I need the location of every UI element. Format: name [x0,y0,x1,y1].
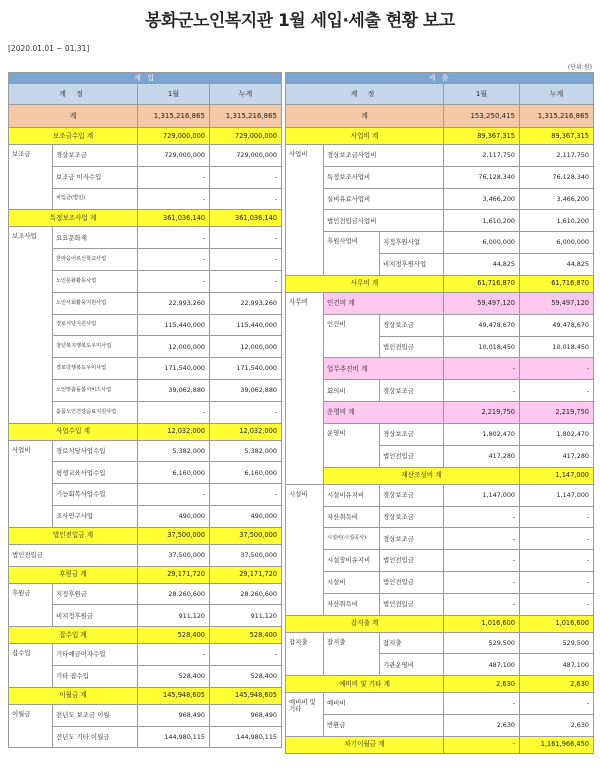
income-total-cum: 1,315,216,865 [210,105,282,128]
subtotal-jan: 2,219,750 [444,402,520,424]
subcategory-label: 운영비 [324,424,380,468]
category-label: 사업비 [286,145,324,276]
table-row [9,440,282,462]
item-label: 요요문화제 [53,227,138,249]
subcategory-label: 자산취득비 [324,593,380,615]
subtotal-jan: - [444,358,520,380]
item-jan: 3,466,200 [444,188,520,210]
subtotal-label: 보조금수입 계 [9,128,138,145]
category-label: 예비비 및기타 [286,693,324,737]
item-jan: 6,000,000 [444,232,520,254]
table-row [286,232,594,254]
item-jan: 6,160,000 [138,462,210,484]
item-cum: 22,993,260 [210,292,282,314]
item-cum: 2,630 [520,714,594,736]
item-cum: 12,000,000 [210,336,282,358]
table-row [9,227,282,249]
item-jan: 911,120 [138,605,210,627]
subtotal-cum: 145,948,605 [210,687,282,704]
item-jan: 487,100 [444,654,520,676]
subcategory-label: 인건비 [324,314,380,358]
item-jan: 529,500 [444,632,520,654]
item-cum: 2,117,750 [520,145,594,167]
subtotal-cum: 59,497,120 [520,292,594,314]
item-label: 특정보조사업비 [324,166,444,188]
subtotal-cum: 2,630 [520,676,594,693]
table-row [286,593,594,615]
item-cum: - [520,571,594,593]
subtotal-cum: 1,161,966,450 [520,736,594,753]
item-jan: - [444,693,520,715]
item-label: 법인전입금 [380,445,444,467]
item-jan: 968,490 [138,704,210,726]
table-row [9,544,282,566]
item-label: 경상보조금 [380,506,444,528]
item-jan: 2,117,750 [444,145,520,167]
item-cum: 144,980,115 [210,726,282,748]
item-label: 경로당행복도우미사업 [53,358,138,380]
table-row [286,166,594,188]
item-jan: 10,018,450 [444,336,520,358]
item-cum: 1,610,200 [520,210,594,232]
item-jan: 49,478,670 [444,314,520,336]
subtotal-jan: 29,171,720 [138,566,210,583]
item-label: 경상보조금 [380,528,444,550]
item-jan: 144,980,115 [138,726,210,748]
item-cum: 968,490 [210,704,282,726]
table-row [286,188,594,210]
table-row [9,583,282,605]
subcategory-label: 잡지출 [324,632,380,676]
subtotal-label: 특정보조사업 계 [9,210,138,227]
item-label: 노인맞춤돌봄서비스사업 [53,379,138,401]
item-label: 경상보조금 [380,424,444,446]
item-jan: 76,128,340 [444,166,520,188]
item-jan: - [138,401,210,423]
subtotal-cum: 12,032,000 [210,423,282,440]
item-jan: 37,500,000 [138,544,210,566]
item-label: 전년도 보조금 이월 [53,704,138,726]
subcategory-label: 시설비유지비 [324,484,380,506]
item-label: 경상보조금 [380,380,444,402]
table-row [286,714,594,736]
item-label: 실비유료사업비 [324,188,444,210]
subtotal-label: 차기이월금 계 [286,736,444,753]
item-label: 기타예금이자수입 [53,644,138,666]
item-cum: - [210,166,282,188]
subtotal-label: 예비비 및 기타 계 [286,676,444,693]
item-cum: 1,147,000 [520,484,594,506]
item-cum: 729,000,000 [210,145,282,167]
expense-total-cum: 1,315,216,865 [520,105,594,128]
income-table [8,72,282,748]
item-cum: 28,260,600 [210,583,282,605]
table-row [286,506,594,528]
item-cum: 529,500 [520,632,594,654]
item-label: 보조금 이자수입 [53,166,138,188]
item-cum: - [210,227,282,249]
table-row [9,644,282,666]
subtotal-cum: 1,016,600 [520,615,594,632]
item-jan: 490,000 [138,505,210,527]
item-jan: - [444,528,520,550]
item-label: 기능회복사업수입 [53,484,138,506]
item-cum: 37,500,000 [210,544,282,566]
item-label: 법인전입금 [380,336,444,358]
item-label: 법인전입금 [380,550,444,572]
item-jan: 729,000,000 [138,145,210,167]
item-label: 지정후원사업 [380,232,444,254]
item-cum: - [520,550,594,572]
page-title: 봉화군노인복지관 1월 세입·세출 현황 보고 [145,11,455,31]
report-period: [2020.01.01 ~ 01.31] [8,44,90,53]
item-jan: 44,825 [444,253,520,275]
item-cum: 490,000 [210,505,282,527]
item-label: 경상보조금 [380,484,444,506]
item-cum: 10,018,450 [520,336,594,358]
item-cum: - [210,644,282,666]
item-cum: - [520,693,594,715]
item-cum: - [210,401,282,423]
item-cum: - [520,380,594,402]
expense-total-jan: 153,250,415 [444,105,520,128]
item-label: 기관운영비 [380,654,444,676]
item-jan: 1,610,200 [444,210,520,232]
subcategory-label: 시설비 [324,571,380,593]
expense-table [285,72,594,754]
item-cum: - [210,249,282,271]
table-row [286,380,594,402]
subtotal-label: 이월금 계 [9,687,138,704]
item-cum: 44,825 [520,253,594,275]
subtotal-cum: 729,000,000 [210,128,282,145]
item-label: 법인전입금사업비 [324,210,444,232]
item-jan: - [138,227,210,249]
item-jan: 528,400 [138,665,210,687]
item-label: 법인전입금 [380,593,444,615]
category-label: 보조금 [9,145,53,210]
subtotal-jan: 1,147,000 [520,467,594,484]
income-col-jan: 1월 [138,84,210,105]
subtotal-label: 인건비 계 [324,292,444,314]
expense-section-title: 세 출 [286,73,594,84]
item-jan: - [444,571,520,593]
income-total-jan: 1,315,216,865 [138,105,210,128]
item-cum: 911,120 [210,605,282,627]
item-cum: 49,478,670 [520,314,594,336]
item-cum: - [520,528,594,550]
subcategory-label: 시설비(시설공사) [324,528,380,550]
expense-col-account: 계 정 [286,84,444,105]
table-row [286,424,594,446]
subtotal-cum: 89,367,315 [520,128,594,145]
subtotal-label: 사무비 계 [286,275,444,292]
item-jan: 1,147,000 [444,484,520,506]
category-label: 이월금 [9,704,53,748]
item-jan: - [138,166,210,188]
subtotal-cum: 528,400 [210,627,282,644]
item-label: 청년복지행복도우미사업 [53,336,138,358]
item-label: 경상보조금 [380,314,444,336]
item-cum: 417,280 [520,445,594,467]
subtotal-jan: - [444,736,520,753]
income-col-account: 계 정 [9,84,138,105]
table-row [286,632,594,654]
subcategory-label: 시설장비유지비 [324,550,380,572]
item-jan: 171,540,000 [138,358,210,380]
category-label: 사업비 [9,440,53,527]
subcategory-label: 회의비 [324,380,380,402]
subtotal-cum: 37,500,000 [210,527,282,544]
item-cum: - [520,593,594,615]
table-row [286,314,594,336]
subtotal-label: 잡지출 계 [286,615,444,632]
item-label: 평생교육사업수입 [53,462,138,484]
item-label: 법인전입금 [380,571,444,593]
item-label: 예비비 [324,693,444,715]
subtotal-cum: - [520,358,594,380]
subtotal-jan: 528,400 [138,627,210,644]
item-cum: 3,466,200 [520,188,594,210]
item-label: 노인사회활동지원사업 [53,292,138,314]
item-label: 지정후원금 [53,583,138,605]
category-label: 시설비 [286,484,324,615]
table-row [9,704,282,726]
item-cum: 5,382,000 [210,440,282,462]
item-label: 비지정후원사업 [380,253,444,275]
item-jan: - [138,249,210,271]
item-jan: - [138,270,210,292]
item-jan: 39,062,880 [138,379,210,401]
category-label: 잡수입 [9,644,53,688]
table-row [286,145,594,167]
subtotal-jan: 37,500,000 [138,527,210,544]
item-label: 법인전입금 [9,544,138,566]
item-jan: - [444,506,520,528]
item-label: 기타 잡수입 [53,665,138,687]
category-label: 보조사업 [9,227,53,423]
item-label: 전년도 기타 이월금 [53,726,138,748]
subtotal-jan: 145,948,605 [138,687,210,704]
item-jan: - [138,484,210,506]
item-label: 한마음어르신학교사업 [53,249,138,271]
subtotal-cum: 29,171,720 [210,566,282,583]
category-label: 사무비 [286,292,324,484]
item-label: 경로식당지원사업 [53,314,138,336]
subtotal-cum: 361,036,140 [210,210,282,227]
item-cum: 528,400 [210,665,282,687]
item-cum: - [210,484,282,506]
item-cum: 6,000,000 [520,232,594,254]
item-cum: - [210,270,282,292]
item-label: 조사연구사업 [53,505,138,527]
subtotal-jan: 12,032,000 [138,423,210,440]
item-label: 경상보조금 [53,145,138,167]
subtotal-label: 사업수입 계 [9,423,138,440]
subtotal-jan: 89,367,315 [444,128,520,145]
item-label: 경상보조금사업비 [324,145,444,167]
subtotal-label: 운영비 계 [324,402,444,424]
item-cum: - [210,188,282,210]
item-cum: 76,128,340 [520,166,594,188]
table-row [286,550,594,572]
table-row [286,571,594,593]
item-jan: 28,260,600 [138,583,210,605]
subtotal-label: 업무추진비 계 [324,358,444,380]
income-col-cum: 누계 [210,84,282,105]
item-cum: 6,160,000 [210,462,282,484]
item-jan: 22,993,260 [138,292,210,314]
subtotal-label: 후원금 계 [9,566,138,583]
subtotal-cum: 2,219,750 [520,402,594,424]
item-jan: 5,382,000 [138,440,210,462]
subtotal-label: 잡수입 계 [9,627,138,644]
item-jan: 12,000,000 [138,336,210,358]
item-jan: 1,802,470 [444,424,520,446]
expense-col-jan: 1월 [444,84,520,105]
item-jan: 115,440,000 [138,314,210,336]
table-row [286,210,594,232]
category-label: 잡지출 [286,632,324,676]
table-row [9,145,282,167]
unit-label: (단위:원) [567,64,592,71]
income-section-title: 세 입 [9,73,282,84]
subtotal-jan: 59,497,120 [444,292,520,314]
item-cum: 487,100 [520,654,594,676]
income-total-label: 계 [9,105,138,128]
subtotal-jan: 361,036,140 [138,210,210,227]
table-row [286,484,594,506]
item-label: 경로식당사업수입 [53,440,138,462]
subtotal-label: 법인전입금 계 [9,527,138,544]
item-jan: - [138,644,210,666]
item-jan: - [444,593,520,615]
item-cum: 1,802,470 [520,424,594,446]
item-jan: - [444,550,520,572]
subtotal-cum: 61,716,870 [520,275,594,292]
item-cum: 39,062,880 [210,379,282,401]
subtotal-label: 재산조성비 계 [324,467,520,484]
subcategory-label: 자산취득비 [324,506,380,528]
table-row [286,693,594,715]
item-jan: 2,630 [444,714,520,736]
subtotal-jan: 729,000,000 [138,128,210,145]
item-label: 노인문화활동사업 [53,270,138,292]
item-cum: 115,440,000 [210,314,282,336]
item-cum: 171,540,000 [210,358,282,380]
item-jan: 417,280 [444,445,520,467]
item-label: 홀몸노인건강음료지원사업 [53,401,138,423]
category-label: 후원금 [9,583,53,627]
subtotal-label: 사업비 계 [286,128,444,145]
subtotal-jan: 2,630 [444,676,520,693]
subtotal-jan: 61,716,870 [444,275,520,292]
item-label: 비지정후원금 [53,605,138,627]
expense-total-label: 계 [286,105,444,128]
item-label: 반환금 [324,714,444,736]
item-cum: - [520,506,594,528]
expense-col-cum: 누계 [520,84,594,105]
item-label: 잡지출 [380,632,444,654]
subcategory-label: 후원사업비 [324,232,380,276]
item-jan: - [444,380,520,402]
item-label: 차입금(법인) [53,188,138,210]
table-row [286,528,594,550]
item-jan: - [138,188,210,210]
subtotal-jan: 1,016,600 [444,615,520,632]
